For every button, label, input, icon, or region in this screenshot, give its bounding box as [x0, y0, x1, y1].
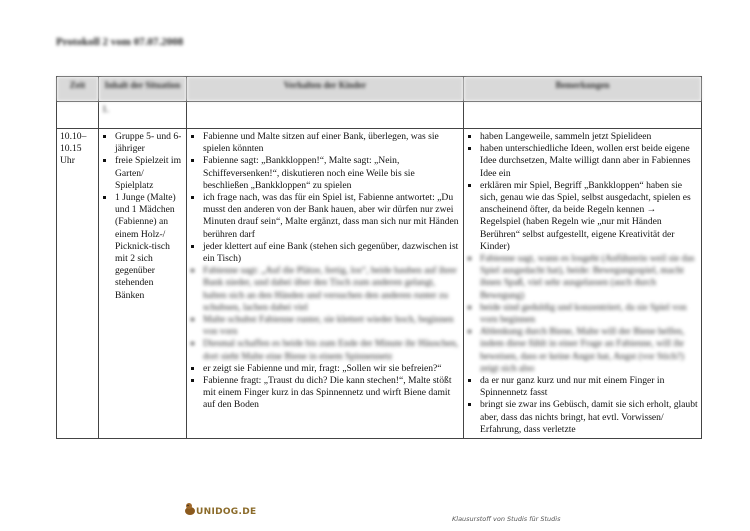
- subrow-cell: [464, 102, 702, 129]
- list-item: ▪ da er nur ganz kurz und nur mit einem Finger in Spinnennetz fasst: [480, 375, 698, 399]
- list-item: ▪ Diesmal schaffen es beide bis zum Ende der Minute ihr Häuschen, dort sieht Malte eine Biene in einem Spinnennetz: [203, 338, 460, 362]
- list-item: ▪ 1 Junge (Malte) und 1 Mädchen (Fabienne) an einem Holz-/ Picknick-tisch mit 2 sich gegenüber stehenden Bänken: [115, 192, 183, 302]
- list-item: ▪ Fabienne und Malte sitzen auf einer Bank, überlegen, was sie spielen könnten: [203, 131, 460, 155]
- list-item: ▪ Fabienne sagt: „Auf die Plätze, fertig, los“, beide hauben auf ihrer Bank nieder, und dabei über den Tisch zum anderen gelangt, halten sich an den Händen und versuchen den anderen runter zu schubsen, lachen dabei viel: [203, 265, 460, 314]
- page-title: Protokoll 2 vom 07.07.2008: [56, 36, 184, 48]
- header-verhalten: Verhalten der Kinder: [187, 77, 464, 102]
- footer-logo: UNIDOG.DE: [196, 507, 257, 517]
- list-item: ▪ Fabienne fragt: „Traust du dich? Die kann stechen!“, Malte stößt mit einem Finger kurz in das Spinnennetz und wirft Biene damit auf den Boden: [203, 375, 460, 412]
- subrow-cell: [187, 102, 464, 129]
- protocol-table: [56, 76, 702, 439]
- footer-caption: Klausurstoff von Studis für Studis: [452, 515, 561, 523]
- list-item: ▪ haben Langeweile, sammeln jetzt Spielideen: [480, 131, 698, 143]
- behavior-cell: [187, 129, 464, 439]
- remarks-cell: [464, 129, 702, 439]
- list-item: ▪ jeder klettert auf eine Bank (stehen sich gegenüber, dazwischen ist ein Tisch): [203, 241, 460, 265]
- list-item: ▪ Fabienne sagt: „Bankkloppen!“, Malte sagt: „Nein, Schiffeversenken!“, diskutieren noch eine Weile bis sie beschließen „Bankkloppen“ zu spielen: [203, 155, 460, 192]
- subrow-cell: [57, 102, 99, 129]
- header-bemerkungen: Bemerkungen: [464, 77, 702, 102]
- list-item: ▪ beide sind geduldig und konzentriert, da sie Spiel von vorn beginnen: [480, 302, 698, 326]
- list-item: ▪ freie Spielzeit im Garten/ Spielplatz: [115, 155, 183, 192]
- time-cell: 10.10– 10.15 Uhr: [57, 129, 99, 439]
- table-row: [57, 129, 702, 439]
- list-item: ▪ ich frage nach, was das für ein Spiel ist, Fabienne antwortet: „Du musst den anderen von der Bank hauen, aber wir dürfen nur zwei Minuten drauf sein“, Malte ergänzt, dass man sich nur mit Händen berühren darf: [203, 192, 460, 241]
- list-item: ▪ er zeigt sie Fabienne und mir, fragt: „Sollen wir sie befreien?“: [203, 363, 460, 375]
- header-situation: Inhalt der Situation: [99, 77, 187, 102]
- list-item: ▪ haben unterschiedliche Ideen, wollen erst beide eigene Idee durchsetzen, Malte willigt dann aber in Fabiennes Idee ein: [480, 143, 698, 180]
- subrow-marker: 1.: [99, 102, 187, 129]
- table-header-row: [57, 77, 702, 102]
- table-subrow: [57, 102, 702, 129]
- situation-cell: [99, 129, 187, 439]
- dog-logo-icon: [184, 502, 196, 516]
- list-item: ▪ Malte schubst Fabienne runter, sie klettert wieder hoch, beginnen von vorn: [203, 314, 460, 338]
- list-item: ▪ bringt sie zwar ins Gebüsch, damit sie sich erholt, glaubt aber, dass das nichts bringt, hat evtl. Vorwissen/ Erfahrung, dass verletzte: [480, 399, 698, 436]
- list-item: ▪ erklären mir Spiel, Begriff „Bankkloppen“ haben sie sich, genau wie das Spiel, selbst ausgedacht, spielen es anscheinend öfter, da beide Regeln kennen → Regelspiel (haben Regeln wie „nur mit Händen Berühren“ selbst aufgestellt, eigene Kreativität der Kinder): [480, 180, 698, 253]
- header-zeit: Zeit: [57, 77, 99, 102]
- list-item: ▪ Gruppe 5- und 6-jähriger: [115, 131, 183, 155]
- list-item: ▪ Ablenkung durch Biene, Malte will der Biene helfen, indem diese fühlt in einer Frage an Fabienne, will ihr beweisen, dass er keine Angst hat, Angst (vor Stich?) zeigt sich also: [480, 326, 698, 375]
- list-item: ▪ Fabienne sagt, wann es losgeht (Anführerin weil sie das Spiel ausgedacht hat), beide: Bewegungsspiel, macht ihnen Spaß, viel sehr ausgelassen (auch durch Bewegung): [480, 253, 698, 302]
